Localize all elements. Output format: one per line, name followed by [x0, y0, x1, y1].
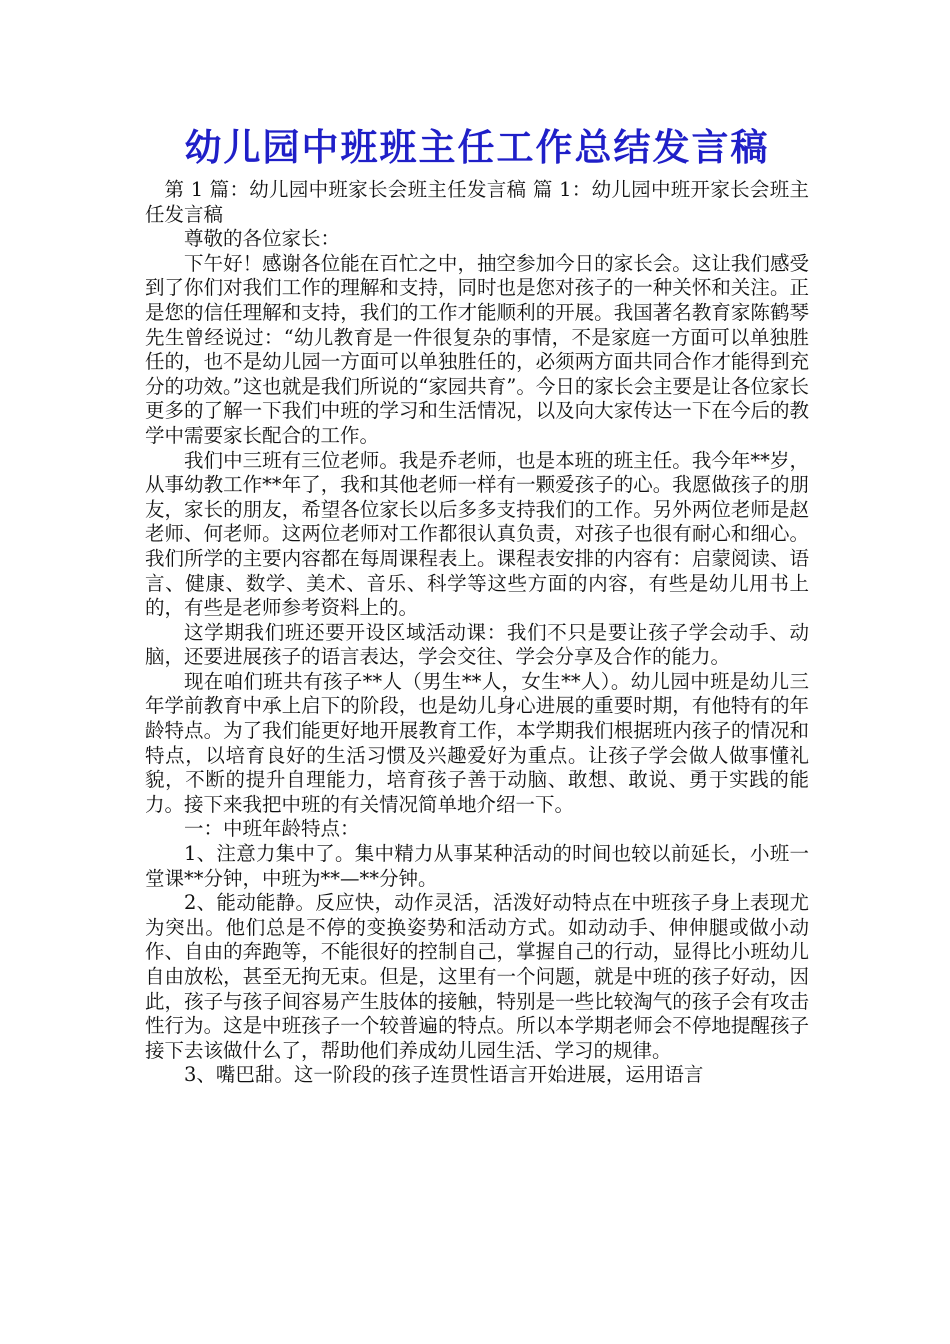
document-body [145, 178, 809, 1088]
paragraph: 我们中三班有三位老师。我是乔老师，也是本班的班主任。我今年**岁，从事幼教工作**年了，我和其他老师一样有一颗爱孩子的心。我愿做孩子的朋友，家长的朋友，希望各位家长以后多多支持我们的工作。另外两位老师是赵老师、何老师。这两位老师对工作都很认真负责，对孩子也很有耐心和细心。我们所学的主要内容都在每周课程表上。课程表安排的内容有：启蒙阅读、语言、健康、数学、美术、音乐、科学等这些方面的内容，有些是幼儿用书上的，有些是老师参考资料上的。 [145, 448, 809, 620]
list-item: 2、能动能静。反应快，动作灵活，活泼好动特点在中班孩子身上表现尤为突出。他们总是不停的变换姿势和活动方式。如动动手、伸伸腿或做小动作、自由的奔跑等，不能很好的控制自己，掌握自己的行动，显得比小班幼儿自由放松，甚至无拘无束。但是，这里有一个问题，就是中班的孩子好动，因此，孩子与孩子间容易产生肢体的接触，特别是一些比较淘气的孩子会有攻击性行为。这是中班孩子一个较普遍的特点。所以本学期老师会不停地提醒孩子接下去该做什么了，帮助他们养成幼儿园生活、学习的规律。 [145, 891, 809, 1062]
section-subtitle: 第 1 篇：幼儿园中班家长会班主任发言稿 篇 1：幼儿园中班开家长会班主任发言稿 [145, 178, 809, 226]
list-item: 3、嘴巴甜。这一阶段的孩子连贯性语言开始进展，运用语言 [184, 1063, 704, 1087]
document-title: 幼儿园中班班主任工作总结发言稿 [184, 126, 770, 169]
document-page [145, 118, 809, 1088]
paragraph: 下午好！感谢各位能在百忙之中，抽空参加今日的家长会。这让我们感受到了你们对我们工作的理解和支持，同时也是您对孩子的一种关怀和关注。正是您的信任理解和支持，我们的工作才能顺利的开展。我国著名教育家陈鹤琴先生曾经说过：“幼儿教育是一件很复杂的事情，不是家庭一方面可以单独胜任的，也不是幼儿园一方面可以单独胜任的，必须两方面共同合作才能得到充分的功效。”这也就是我们所说的“家园共育”。今日的家长会主要是让各位家长更多的了解一下我们中班的学习和生活情况，以及向大家传达一下在今后的教学中需要家长配合的工作。 [145, 251, 809, 447]
section-heading: 一：中班年龄特点： [184, 817, 360, 841]
paragraph: 这学期我们班还要开设区域活动课：我们不只是要让孩子学会动手、动脑，还要进展孩子的语言表达，学会交往、学会分享及合作的能力。 [145, 620, 809, 669]
salutation: 尊敬的各位家长： [184, 227, 341, 251]
paragraph: 现在咱们班共有孩子**人（男生**人，女生**人）。幼儿园中班是幼儿三年学前教育中承上启下的阶段，也是幼儿身心进展的重要时期，有他特有的年龄特点。为了我们能更好地开展教育工作，本学期我们根据班内孩子的情况和特点，以培育良好的生活习惯及兴趣爱好为重点。让孩子学会做人做事懂礼貌，不断的提升自理能力，培育孩子善于动脑、敢想、敢说、勇于实践的能力。接下来我把中班的有关情况简单地介绍一下。 [145, 669, 809, 816]
list-item: 1、注意力集中了。集中精力从事某种活动的时间也较以前延长，小班一堂课**分钟，中班为**—**分钟。 [145, 842, 809, 890]
